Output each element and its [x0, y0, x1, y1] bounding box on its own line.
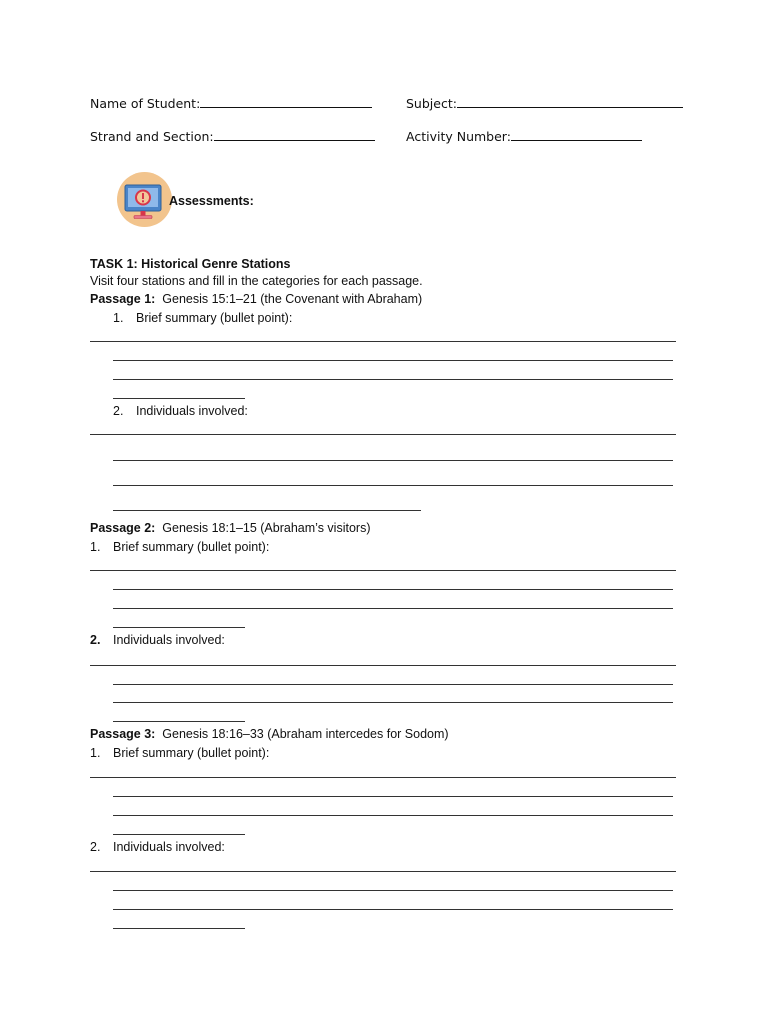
- answer-line[interactable]: [90, 434, 676, 435]
- strand-section-field: [90, 128, 375, 144]
- passage-3-label: Passage 3:: [90, 727, 156, 741]
- answer-line[interactable]: [113, 890, 673, 891]
- passage-1-heading: [90, 292, 422, 306]
- answer-line[interactable]: [113, 834, 245, 835]
- passage-2-q2-prompt: Individuals involved:: [113, 633, 225, 647]
- answer-line[interactable]: [113, 589, 673, 590]
- answer-line[interactable]: [113, 909, 673, 910]
- passage-1-q1-number: 1.: [113, 311, 124, 325]
- subject-label: Subject:: [406, 96, 457, 111]
- answer-line[interactable]: [113, 485, 673, 486]
- passage-2-q1-number: 1.: [90, 540, 101, 554]
- answer-line[interactable]: [113, 510, 421, 511]
- subject-line[interactable]: [457, 95, 683, 108]
- answer-line[interactable]: [113, 608, 673, 609]
- passage-1-label: Passage 1:: [90, 292, 156, 306]
- answer-line[interactable]: [113, 398, 245, 399]
- passage-2-q2-number: 2.: [90, 633, 101, 647]
- passage-1-q2-number: 2.: [113, 404, 124, 418]
- task-title: TASK 1: Historical Genre Stations: [90, 257, 291, 271]
- answer-line[interactable]: [113, 627, 245, 628]
- passage-1-reference: Genesis 15:1–21 (the Covenant with Abraham): [162, 292, 423, 306]
- strand-section-label: Strand and Section:: [90, 129, 214, 144]
- activity-number-line[interactable]: [511, 128, 642, 141]
- answer-line[interactable]: [90, 665, 676, 666]
- answer-line[interactable]: [90, 777, 676, 778]
- answer-line[interactable]: [113, 815, 673, 816]
- passage-2-reference: Genesis 18:1–15 (Abraham’s visitors): [162, 521, 371, 535]
- answer-line[interactable]: [113, 796, 673, 797]
- answer-line[interactable]: [113, 928, 245, 929]
- answer-line[interactable]: [113, 460, 673, 461]
- subject-field: [406, 95, 683, 111]
- passage-3-heading: [90, 727, 449, 741]
- passage-3-q2-number: 2.: [90, 840, 101, 854]
- assessments-label: Assessments:: [169, 194, 254, 208]
- answer-line[interactable]: [90, 871, 676, 872]
- answer-line[interactable]: [90, 570, 676, 571]
- passage-1-q1-prompt: Brief summary (bullet point):: [136, 311, 293, 325]
- passage-2-heading: [90, 521, 370, 535]
- student-name-field: [90, 95, 372, 111]
- activity-number-label: Activity Number:: [406, 129, 511, 144]
- passage-3-q2-prompt: Individuals involved:: [113, 840, 225, 854]
- passage-1-q2-prompt: Individuals involved:: [136, 404, 248, 418]
- student-name-label: Name of Student:: [90, 96, 201, 111]
- answer-line[interactable]: [113, 702, 673, 703]
- strand-section-line[interactable]: [214, 128, 375, 141]
- computer-alert-icon: [117, 172, 172, 227]
- answer-line[interactable]: [113, 360, 673, 361]
- activity-number-field: [406, 128, 642, 144]
- student-name-line[interactable]: [200, 95, 372, 108]
- task-instructions: Visit four stations and fill in the categories for each passage.: [90, 274, 423, 288]
- passage-3-q1-number: 1.: [90, 746, 101, 760]
- passage-3-reference: Genesis 18:16–33 (Abraham intercedes for Sodom): [162, 727, 449, 741]
- passage-2-label: Passage 2:: [90, 521, 156, 535]
- answer-line[interactable]: [113, 379, 673, 380]
- answer-line[interactable]: [113, 721, 245, 722]
- answer-line[interactable]: [90, 341, 676, 342]
- passage-2-q1-prompt: Brief summary (bullet point):: [113, 540, 270, 554]
- passage-3-q1-prompt: Brief summary (bullet point):: [113, 746, 270, 760]
- answer-line[interactable]: [113, 684, 673, 685]
